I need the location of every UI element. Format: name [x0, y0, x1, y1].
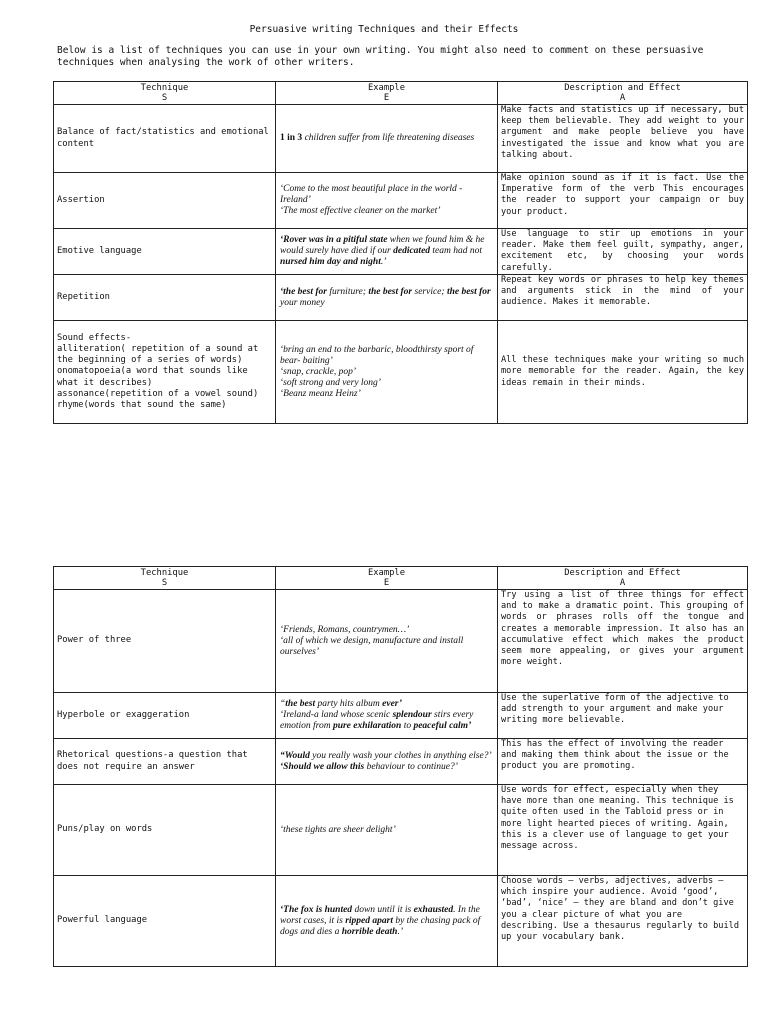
description-cell: Make facts and statistics up if necessary, but keep them believable. They add weight to your argument and make people believe you have investigated the issue and know what you are talking about. [498, 105, 748, 173]
example-cell: “Would you really wash your clothes in anything else?’ ‘Should we allow this behaviour to continue?’ [276, 739, 498, 785]
header-technique: Technique S [54, 82, 276, 105]
intro-paragraph: Below is a list of techniques you can use in your own writing. You might also need to comment on these persuasive techniques when analysing the work of other writers. [57, 45, 704, 68]
description-cell: All these techniques make your writing so much more memorable for the reader. Again, the key ideas remain in their minds. [498, 321, 748, 424]
table-row [54, 275, 748, 321]
techniques-table-1 [53, 81, 748, 424]
example-cell: ‘these tights are sheer delight’ [276, 785, 498, 876]
example-cell: ‘Friends, Romans, countrymen…’ ‘all of which we design, manufacture and install ourselves’ [276, 590, 498, 693]
table-row [54, 785, 748, 876]
technique-cell: Balance of fact/statistics and emotional content [54, 105, 276, 173]
example-cell: ‘bring an end to the barbaric, bloodthirsty sport of bear- baiting’ ‘snap, crackle, pop’ ‘soft strong and very long’ ‘Beanz meanz Heinz’ [276, 321, 498, 424]
table-row [54, 739, 748, 785]
description-cell: Try using a list of three things for effect and to make a dramatic point. This grouping of words or phrases rolls off the tongue and creates a memorable impression. It also has an accumulative effect which makes the product seem more appealing, or gives your argument more weight. [498, 590, 748, 693]
technique-cell: Assertion [54, 173, 276, 229]
table-row [54, 590, 748, 693]
example-cell: “the best party hits album ever’ ‘Ireland-a land whose scenic splendour stirs every emotion from pure exhilaration to peaceful calm’ [276, 693, 498, 739]
table-header-row [54, 567, 748, 590]
description-cell: Use words for effect, especially when they have more than one meaning. This technique is quite often used in the Tabloid press or in more light hearted pieces of writing. Again, this is a clever use of language to get your message across. [498, 785, 748, 876]
header-example: Example E [276, 82, 498, 105]
table-row [54, 105, 748, 173]
technique-cell: Puns/play on words [54, 785, 276, 876]
technique-cell: Hyperbole or exaggeration [54, 693, 276, 739]
header-technique: Technique S [54, 567, 276, 590]
example-cell: ‘Rover was in a pitiful state when we found him & he would surely have died if our dedicated team had not nursed him day and night.’ [276, 229, 498, 275]
example-cell: 1 in 3 children suffer from life threatening diseases [276, 105, 498, 173]
header-description: Description and Effect A [498, 567, 748, 590]
technique-cell: Rhetorical questions-a question that does not require an answer [54, 739, 276, 785]
example-cell: ‘The fox is hunted down until it is exhausted. In the worst cases, it is ripped apart by the chasing pack of dogs and dies a horrible death.’ [276, 876, 498, 967]
table-row [54, 321, 748, 424]
table-row [54, 693, 748, 739]
techniques-table-2 [53, 566, 748, 967]
description-cell: Use the superlative form of the adjective to add strength to your argument and make your writing more believable. [498, 693, 748, 739]
technique-cell: Sound effects- alliteration( repetition of a sound at the beginning of a series of words) onomatopoeia(a word that sounds like what it describes) assonance(repetition of a vowel sound) rhyme(words that sound the same) [54, 321, 276, 424]
description-cell: Use language to stir up emotions in your reader. Make them feel guilt, sympathy, anger, excitement etc, by choosing your words carefully. [498, 229, 748, 275]
table-row [54, 229, 748, 275]
description-cell: Choose words – verbs, adjectives, adverbs – which inspire your audience. Avoid ‘good’, ‘bad’, ‘nice’ – they are bland and don’t give you a clear picture of what you are describing. Use a thesaurus regularly to build up your vocabulary bank. [498, 876, 748, 967]
header-example: Example E [276, 567, 498, 590]
example-cell: ‘Come to the most beautiful place in the world - Ireland’ ‘The most effective cleaner on the market’ [276, 173, 498, 229]
description-cell: Make opinion sound as if it is fact. Use the Imperative form of the verb This encourages the reader to support your campaign or buy your product. [498, 173, 748, 229]
technique-cell: Power of three [54, 590, 276, 693]
description-cell: Repeat key words or phrases to help key themes and arguments stick in the mind of your audience. Makes it memorable. [498, 275, 748, 321]
description-cell: This has the effect of involving the reader and making them think about the issue or the product you are promoting. [498, 739, 748, 785]
technique-cell: Powerful language [54, 876, 276, 967]
technique-cell: Emotive language [54, 229, 276, 275]
table-header-row [54, 82, 748, 105]
technique-cell: Repetition [54, 275, 276, 321]
page-title: Persuasive writing Techniques and their Effects [249, 24, 519, 35]
header-description: Description and Effect A [498, 82, 748, 105]
table-row [54, 173, 748, 229]
table-row [54, 876, 748, 967]
example-cell: ‘the best for furniture; the best for service; the best for your money [276, 275, 498, 321]
